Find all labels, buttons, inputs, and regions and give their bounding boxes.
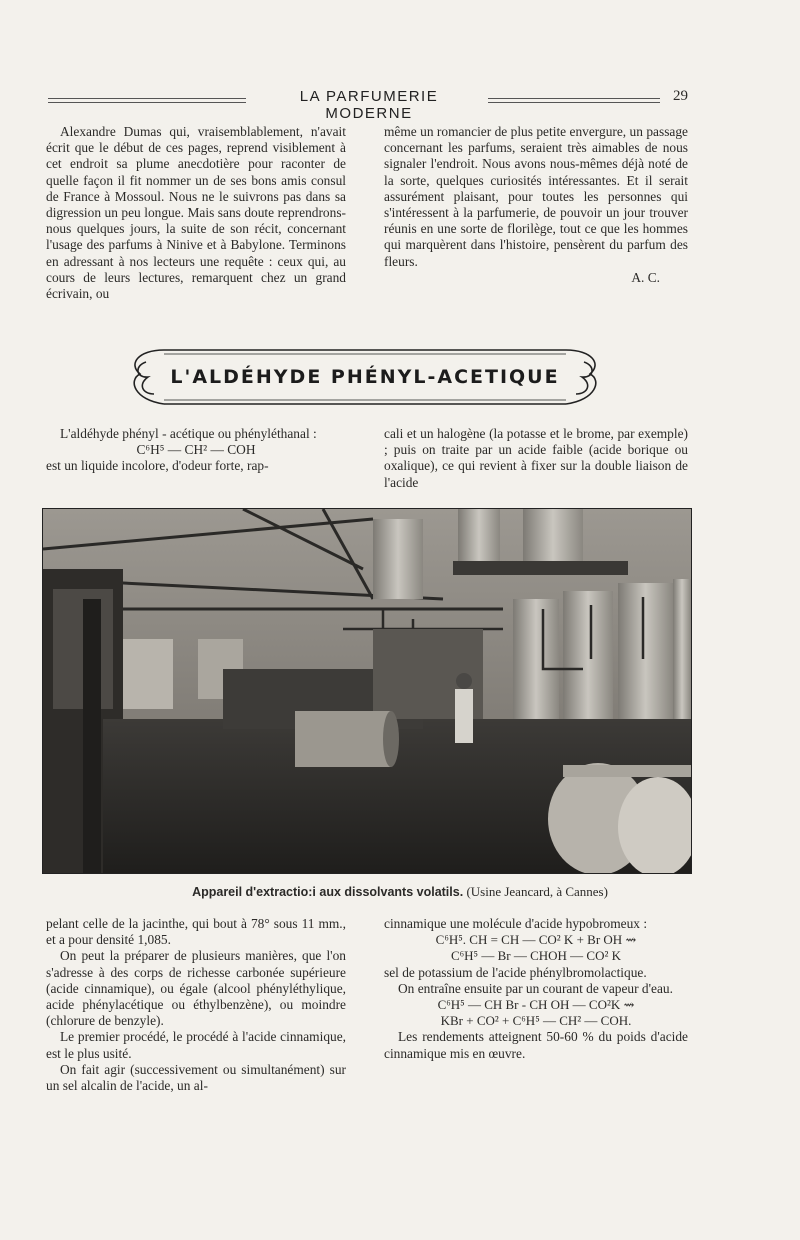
paragraph: est un liquide incolore, d'odeur forte, rap- bbox=[46, 458, 269, 474]
extraction-apparatus-illustration bbox=[43, 509, 691, 873]
paragraph: L'aldéhyde phényl - acétique ou phényléthanal : bbox=[60, 426, 317, 441]
running-header bbox=[48, 88, 688, 122]
equation: KBr + CO² + C⁶H⁵ — CH² — COH. bbox=[440, 1013, 632, 1029]
column-right-mid bbox=[384, 426, 688, 491]
paragraph: On entraîne ensuite par un courant de vapeur d'eau. bbox=[398, 980, 673, 996]
page-number: 29 bbox=[673, 88, 688, 104]
header-rule-right bbox=[488, 98, 660, 103]
header-rule-left bbox=[48, 98, 246, 103]
equation: C⁶H⁵. CH = CH — CO² K + Br OH ⇝ bbox=[435, 932, 637, 948]
paragraph: On peut la préparer de plusieurs manières, que l'on s'adresse à des corps de richesse carbonée supérieure (acide cinnamique), ou égale (alcool phényléthylique, acide phénylacétique ou éthylbenzène), ou moindre (chlorure de benzyle). bbox=[46, 948, 346, 1029]
paragraph: Alexandre Dumas qui, vraisemblablement, n'avait écrit que le début de ces pages, reprend visiblement à cet endroit sa plume anecdotière pour raconter de quelle façon il fit nommer un de ses bons amis consul de France à Mossoul. Nous ne le suivrons pas dans sa digression un peu longue. Mais sans doute reprendrons-nous quelques jours, la suite de son récit, concernant l'usage des parfums à Ninive et à Babylone. Terminons en adressant à nos lecteurs une requête : ceux qui, au cours de leurs lectures, remarquent chez un grand écrivain, ou bbox=[46, 124, 346, 302]
signature: A. C. bbox=[631, 269, 660, 285]
paragraph: cinnamique une molécule d'acide hypobromeux : bbox=[384, 916, 648, 931]
column-right-top bbox=[384, 124, 688, 286]
paragraph: Le premier procédé, le procédé à l'acide cinnamique, est le plus usité. bbox=[46, 1029, 346, 1061]
caption-source: (Usine Jeancard, à Cannes) bbox=[463, 884, 608, 899]
paragraph: cali et un halogène (la potasse et le brome, par exemple) ; puis on traite par un acide faible (acide borique ou oxalique), ce qui revient à fixer sur la double liaison de l'acide bbox=[384, 426, 688, 490]
equation: C⁶H⁵ — Br — CHOH — CO² K bbox=[450, 948, 622, 964]
column-right-bottom bbox=[384, 916, 688, 1062]
paragraph: On fait agir (successivement ou simultanément) sur un sel alcalin de l'acide, un al- bbox=[46, 1061, 346, 1094]
column-left-top bbox=[46, 124, 346, 302]
equation: C⁶H⁵ — CH Br - CH OH — CO²K ⇝ bbox=[437, 997, 635, 1013]
paragraph: même un romancier de plus petite envergure, un passage concernant les parfums, seraient très aimables de nous signaler l'endroit. Nous avons nous-mêmes déjà noté de la sorte, quelques curiosités intéressantes. Et il serait assurément plaisant, pour toutes les personnes qui s'intéressent à la parfumerie, de pouvoir un jour trouver réunis en une sorte de florilège, tout ce que les hommes qui marquèrent dans l'histoire, pensèrent du parfum des fleurs. bbox=[384, 124, 688, 269]
running-title: LA PARFUMERIE MODERNE bbox=[299, 88, 439, 122]
article-title-banner bbox=[124, 344, 606, 410]
paragraph: sel de potassium de l'acide phénylbromolactique. bbox=[384, 964, 647, 980]
figure-caption bbox=[0, 884, 800, 900]
chemical-formula: C⁶H⁵ — CH² — COH bbox=[136, 442, 256, 458]
paragraph: pelant celle de la jacinthe, qui bout à 78° sous 11 mm., et a pour densité 1,085. bbox=[46, 916, 346, 948]
column-left-bottom bbox=[46, 916, 346, 1094]
article-title: L'ALDÉHYDE PHÉNYL-ACETIQUE bbox=[170, 366, 560, 388]
paragraph: Les rendements atteignent 50-60 % du poids d'acide cinnamique mis en œuvre. bbox=[384, 1029, 688, 1061]
column-left-mid bbox=[46, 426, 346, 475]
factory-photograph bbox=[42, 508, 692, 874]
caption-bold: Appareil d'extractio:i aux dissolvants volatils. bbox=[192, 885, 464, 899]
